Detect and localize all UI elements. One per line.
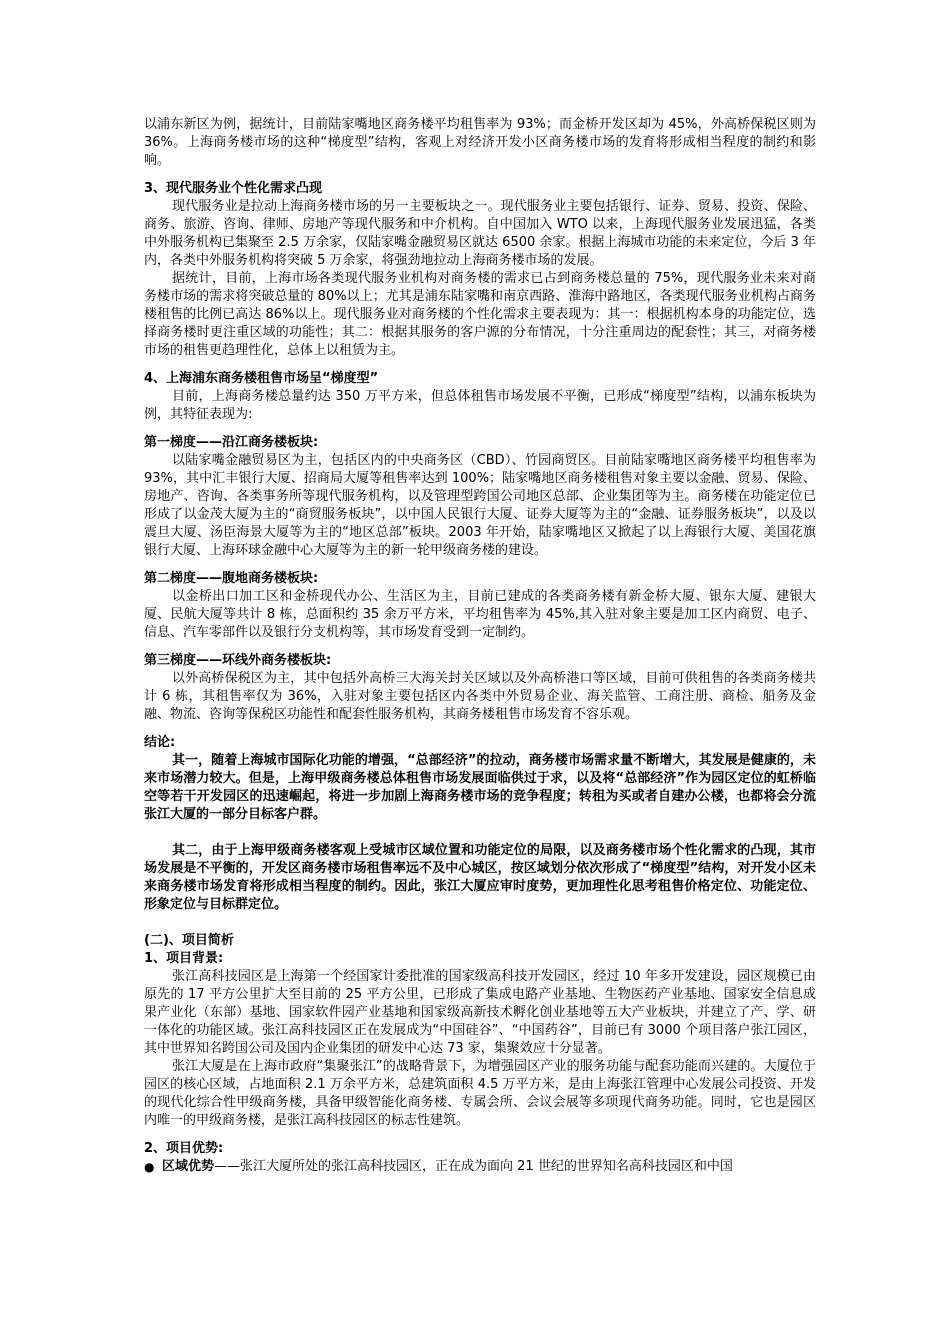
tier-2-paragraph: 以金桥出口加工区和金桥现代办公、生活区为主，目前已建成的各类商务楼有新金桥大厦、银东大厦、建银大厦、民航大厦等共计 8 栋，总面积约 35 余万平方米，平均租售率为 45%,其入驻对象主要是加工区内商贸、电子、信息、汽车零部件以及银行分支机构等，其市场发育受到一定制约。 <box>144 589 816 640</box>
bullet-dot-icon: ● <box>144 1160 155 1174</box>
section-4-paragraph: 目前，上海商务楼总量约达 350 万平方米，但总体租售市场发展不平衡，已形成“梯度型”结构，以浦东板块为例，其特征表现为: <box>144 389 816 422</box>
section-3-paragraph-1: 现代服务业是拉动上海商务楼市场的另一主要板块之一。现代服务业主要包括银行、证券、贸易、投资、保险、商务、旅游、咨询、律师、房地产等现代服务和中介机构。自中国加入 WTO 以来，上海现代服务业发展迅猛，各类中外服务机构已集聚至 2.5 万余家，仅陆家嘴金融贸易区就达 6500 余家。根据上海城市功能的未来定位，今后 3 年内，各类中外服务机构将突破 5 万余家，将强劲地拉动上海商务楼市场的发展。 <box>144 199 816 268</box>
tier-1-paragraph: 以陆家嘴金融贸易区为主，包括区内的中央商务区（CBD）、竹园商贸区。目前陆家嘴地区商务楼平均租售率为 93%，其中汇丰银行大厦、招商局大厦等租售率达到 100%；陆家嘴地区商务楼租售对象主要以金融、贸易、保险、房地产、咨询、各类事务所等现代服务机构，以及管理型跨国公司地区总部、企业集团等为主。商务楼在功能定位已形成了以金茂大厦为主的“商贸服务板块”，以中国人民银行大厦、证券大厦等为主的“金融、证券服务板块”，以及以震旦大厦、汤臣海景大厦等为主的“地区总部”板块。2003 年开始，陆家嘴地区又掀起了以上海银行大厦、美国花旗银行大厦、上海环球金融中心大厦等为主的新一轮甲级商务楼的建设。 <box>144 453 816 558</box>
project-section-heading: (二)、项目简析 <box>144 933 234 948</box>
conclusion-paragraph-1: 其一，随着上海城市国际化功能的增强，“总部经济”的拉动，商务楼市场需求量不断增大，其发展是健康的，未来市场潜力较大。但是，上海甲级商务楼总体租售市场发展面临供过于求，以及将“总部经济”作为园区定位的虹桥临空等若干开发园区的迅速崛起，将进一步加剧上海商务楼市场的竞争程度；转租为买或者自建办公楼，也都将会分流张江大厦的一部分目标客户群。 <box>144 753 816 822</box>
intro-paragraph: 以浦东新区为例，据统计，目前陆家嘴地区商务楼平均租售率为 93%；而金桥开发区却为 45%，外高桥保税区则为 36%。上海商务楼市场的这种“梯度型”结构，客观上对经济开发小区商务楼市场的发育将形成相当程度的制约和影响。 <box>144 117 816 168</box>
project-advantage-heading: 2、项目优势: <box>144 1141 224 1156</box>
advantage-bullet-text <box>162 1158 816 1176</box>
advantage-bullet-body: ——张江大厦所处的张江高科技园区，正在成为面向 21 世纪的世界知名高科技园区和中国 <box>214 1159 733 1174</box>
tier-2-heading: 第二梯度——腹地商务楼板块: <box>144 571 319 586</box>
tier-1-heading: 第一梯度——沿江商务楼板块: <box>144 435 319 450</box>
tier-3-heading: 第三梯度——环线外商务楼板块: <box>144 653 332 668</box>
project-background-paragraph-2: 张江大厦是在上海市政府“集聚张江”的战略背景下，为增强园区产业的服务功能与配套功能而兴建的。大厦位于园区的核心区域，占地面积 2.1 万余平方米，总建筑面积 4.5 万平方米，是由上海张江管理中心发展公司投资、开发的现代化综合性甲级商务楼，具备甲级智能化商务楼、专属会所、会议会展等多项现代商务功能。同时，它也是园区内唯一的甲级商务楼，是张江高科技园区的标志性建筑。 <box>144 1059 816 1128</box>
section-3-heading: 3、现代服务业个性化需求凸现 <box>144 181 323 196</box>
section-3-paragraph-2: 据统计，目前，上海市场各类现代服务业机构对商务楼的需求已占到商务楼总量的 75%，现代服务业未来对商务楼市场的需求将突破总量的 80%以上；尤其是浦东陆家嘴和南京西路、淮海中路地区，各类现代服务业机构占商务楼租售的比例已高达 86%以上。现代服务业对商务楼的个性化需求主要表现为：其一：根据机构本身的功能定位，选择商务楼时更注重区域的功能性；其二：根据其服务的客户源的分布情况，十分注重周边的配套性；其三，对商务楼市场的租售更趋理性化，总体上以租赁为主。 <box>144 271 816 358</box>
conclusion-paragraph-2: 其二，由于上海甲级商务楼客观上受城市区域位置和功能定位的局限，以及商务楼市场个性化需求的凸现，其市场发展是不平衡的，开发区商务楼市场租售率远不及中心城区，按区域划分依次形成了“梯度型”结构，对开发小区未来商务楼市场发育将形成相当程度的制约。因此，张江大厦应审时度势，更加理性化思考租售价格定位、功能定位、形象定位与目标群定位。 <box>144 843 816 912</box>
tier-3-paragraph: 以外高桥保税区为主，其中包括外高桥三大海关封关区域以及外高桥港口等区域，目前可供租售的各类商务楼共计 6 栋，其租售率仅为 36%，入驻对象主要包括区内各类中外贸易企业、海关监管、工商注册、商检、船务及金融、物流、咨询等保税区功能性和配套性服务机构，其商务楼租售市场发育不容乐观。 <box>144 671 816 722</box>
advantage-bullet-label: 区域优势 <box>162 1159 215 1174</box>
document-page <box>144 116 816 1176</box>
conclusion-heading: 结论: <box>144 735 176 750</box>
project-background-paragraph-1: 张江高科技园区是上海第一个经国家计委批准的国家级高科技开发园区，经过 10 年多开发建设，园区规模已由原先的 17 平方公里扩大至目前的 25 平方公里，已形成了集成电路产业基地、生物医药产业基地、国家安全信息成果产业化（东部）基地、国家软件园产业基地和国家级高新技术孵化创业基地等五大产业板块，并建立了产、学、研一体化的功能区域。张江高科技园区正在发展成为“中国硅谷”、“中国药谷”，目前已有 3000 个项目落户张江园区，其中世界知名跨国公司及国内企业集团的研发中心达 73 家，集聚效应十分显著。 <box>144 969 816 1056</box>
section-4-heading: 4、上海浦东商务楼租售市场呈“梯度型” <box>144 371 379 386</box>
advantage-bullet-item <box>144 1158 816 1176</box>
project-background-heading: 1、项目背景: <box>144 951 224 966</box>
